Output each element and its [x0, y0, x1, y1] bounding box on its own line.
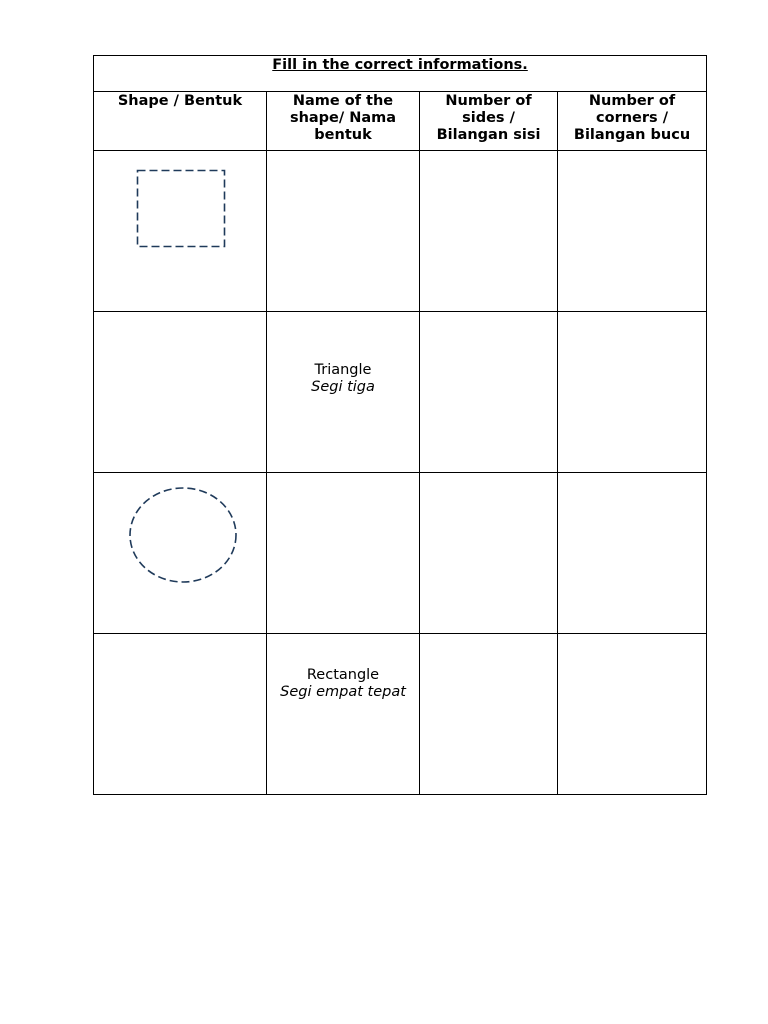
dashed-circle-icon: [128, 486, 238, 584]
title-cell: [94, 56, 707, 92]
header-corners-label: Number of corners / Bilangan bucu: [573, 93, 691, 143]
header-row: [94, 92, 707, 151]
sides-answer-cell[interactable]: [420, 634, 558, 795]
name-cell: [267, 634, 420, 795]
table-row: [94, 634, 707, 795]
shape-answer-cell[interactable]: [94, 634, 267, 795]
shape-name-en: Rectangle: [306, 667, 380, 683]
corners-answer-cell[interactable]: [558, 312, 707, 473]
header-shape-label: Shape / Bentuk: [117, 93, 243, 109]
shape-name-ms: Segi tiga: [311, 379, 375, 395]
dashed-square-icon: [136, 169, 228, 249]
corners-answer-cell[interactable]: [558, 151, 707, 312]
table-row: [94, 151, 707, 312]
table-row: [94, 473, 707, 634]
title-row: [94, 56, 707, 92]
header-name-label: Name of the shape/ Nama bentuk: [289, 93, 397, 143]
shape-answer-cell[interactable]: [94, 312, 267, 473]
worksheet-table: [93, 55, 707, 795]
shape-name-ms: Segi empat tepat: [280, 684, 406, 700]
sides-answer-cell[interactable]: [420, 473, 558, 634]
header-sides: [420, 92, 558, 151]
header-name: [267, 92, 420, 151]
name-cell: [267, 312, 420, 473]
name-answer-cell[interactable]: [267, 473, 420, 634]
header-shape: [94, 92, 267, 151]
header-sides-label: Number of sides / Bilangan sisi: [436, 93, 541, 143]
corners-answer-cell[interactable]: [558, 473, 707, 634]
header-corners: [558, 92, 707, 151]
shape-cell: [94, 473, 267, 634]
sides-answer-cell[interactable]: [420, 312, 558, 473]
name-answer-cell[interactable]: [267, 151, 420, 312]
shape-name-en: Triangle: [314, 362, 372, 378]
shape-cell: [94, 151, 267, 312]
worksheet-title: Fill in the correct informations.: [272, 57, 528, 73]
sides-answer-cell[interactable]: [420, 151, 558, 312]
table-row: [94, 312, 707, 473]
corners-answer-cell[interactable]: [558, 634, 707, 795]
